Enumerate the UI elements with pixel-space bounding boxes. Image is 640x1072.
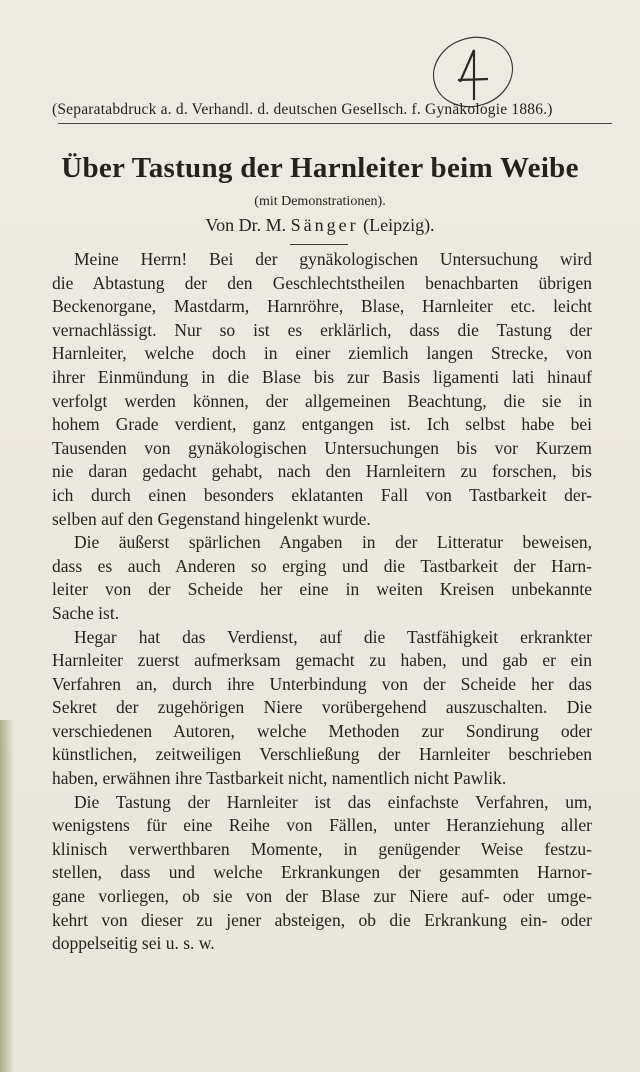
text-line: Harnleiter zuerst aufmerksam gemacht zu haben, und gab er ein [52,650,592,671]
text-line: Hegar hat das Verdienst, auf die Tastfähigkeit erkrankter [74,626,592,647]
text-line: doppelseitig sei u. s. w. [52,933,215,954]
text-line: dass es auch Anderen so erging und die Tastbarkeit der Harn- [52,555,592,576]
text-line: künstlichen, zeitweiligen Verschließung der Harnleiter beschrieben [52,744,592,765]
text-line: Harnleiter, welche doch in einer ziemlich langen Strecke, von [52,343,592,364]
body-paragraph [52,791,592,956]
text-line: Beckenorgane, Mastdarm, Harnröhre, Blase, Harnleiter etc. leicht [52,296,592,317]
text-line: die Abtastung der den Geschlechtstheilen benachbarten übrigen [52,272,592,293]
header-rule [58,123,612,124]
text-line: nie daran gedacht gehabt, nach den Harnleitern zu forschen, bis [52,461,592,482]
text-line: Die Tastung der Harnleiter ist das einfachste Verfahren, um, [74,791,592,812]
title-separator [290,244,348,245]
text-line: verschiedenen Autoren, welche Methoden zur Sondirung oder [52,720,592,741]
text-line: ich durch einen besonders eklatanten Fall von Tastbarkeit der- [52,484,592,505]
author-prefix: Von Dr. M. [205,215,287,235]
text-line: gane vorliegen, ob sie von der Blase zur Niere auf- oder umge- [52,886,592,907]
text-line: Die äußerst spärlichen Angaben in der Litteratur beweisen, [74,532,592,553]
page-edge-stain [0,720,14,1072]
text-line: wenigstens für eine Reihe von Fällen, unter Heranziehung aller [52,815,592,836]
body-paragraph [52,626,592,791]
article-title: Über Tastung der Harnleiter beim Weibe [61,152,579,184]
text-line: selben auf den Gegenstand hingelenkt wurde. [52,508,371,529]
text-line: Sekret der zugehörigen Niere vorübergehend auszuschalten. Die [52,697,592,718]
text-line: ihrer Einmündung in die Blase bis zur Basis ligamenti lati hinauf [52,366,592,387]
text-line: leiter von der Scheide her eine in weiten Kreisen unbekannte [52,579,592,600]
author-suffix: (Leipzig). [363,215,435,235]
offprint-header: (Separatabdruck a. d. Verhandl. d. deutschen Gesellsch. f. Gynäkologie 1886.) [52,101,553,118]
body-paragraph [52,248,592,531]
body-paragraph [52,531,592,625]
text-line: Tausenden von gynäkologischen Untersuchungen bis vor Kurzem [52,437,592,458]
text-line: vernachlässigt. Nur so ist es erklärlich, dass die Tastung der [52,319,592,340]
text-line: haben, erwähnen ihre Tastbarkeit nicht, namentlich nicht Pawlik. [52,768,507,789]
text-line: hohem Grade verdient, ganz entgangen ist. Ich selbst habe bei [52,414,592,435]
text-line: verfolgt werden können, der allgemeinen Beachtung, die sie in [52,390,592,411]
text-line: klinisch verwerthbaren Momente, in genügender Weise festzu- [52,838,592,859]
author-line [0,215,640,236]
text-line: kehrt von dieser zu jener absteigen, ob die Erkrankung ein- oder [52,909,592,930]
text-line: Meine Herrn! Bei der gynäkologischen Untersuchung wird [74,249,592,269]
article-subtitle: (mit Demonstrationen). [254,194,386,209]
author-name: Sänger [290,215,359,235]
text-line: stellen, dass und welche Erkrankungen der gesammten Harnor- [52,862,592,883]
article-body [52,248,592,956]
text-line: Verfahren an, durch ihre Unterbindung von der Scheide her das [52,673,592,694]
text-line: Sache ist. [52,602,120,623]
